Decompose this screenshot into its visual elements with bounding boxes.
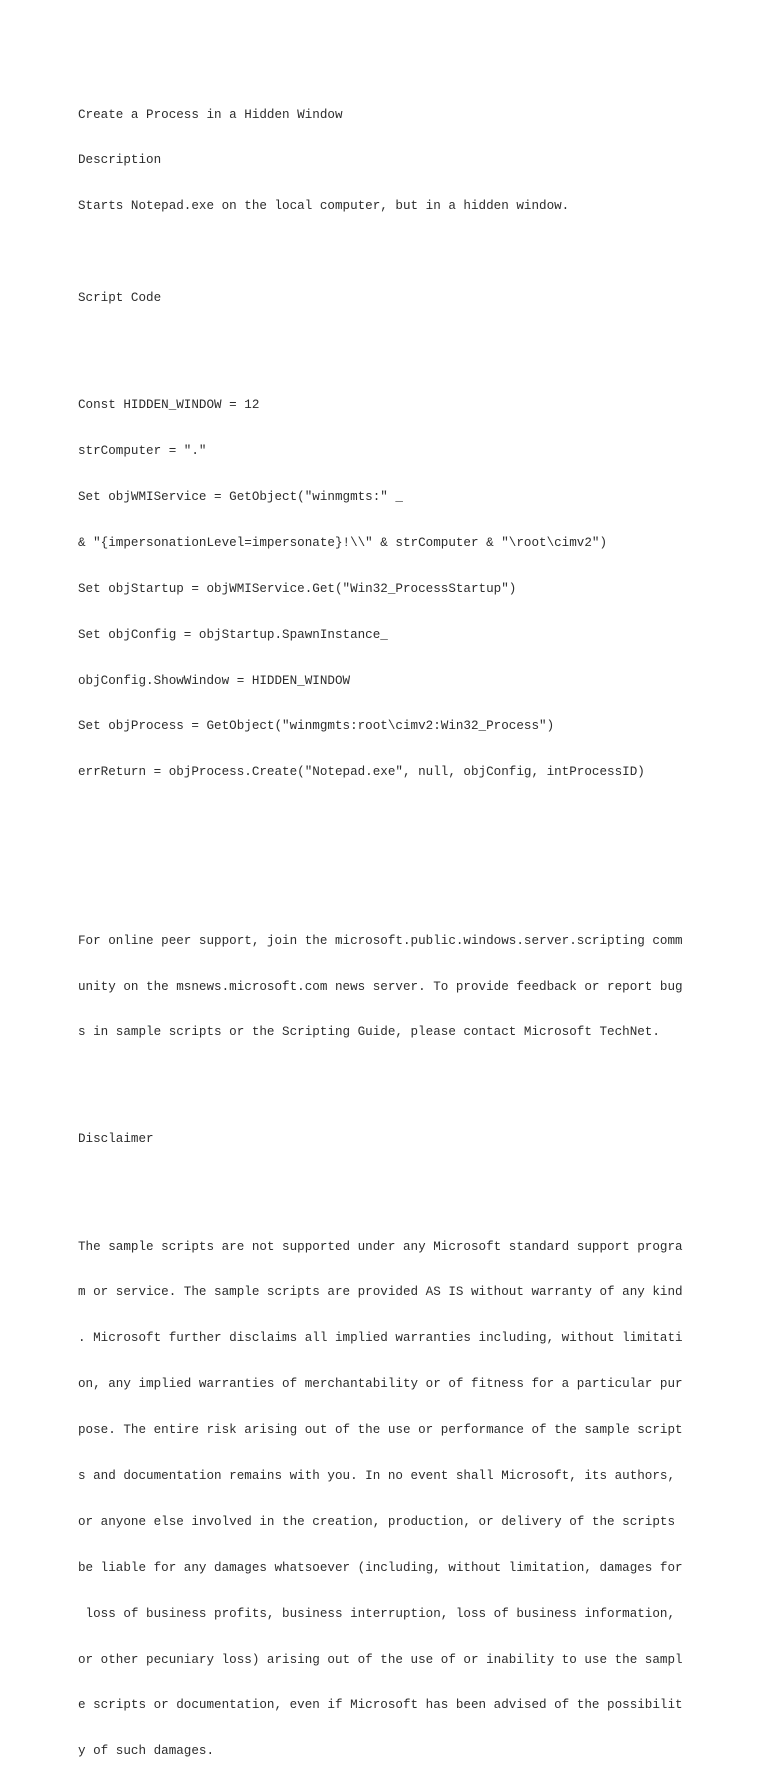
description-heading: Description	[78, 153, 162, 168]
code-line: Set objWMIService = GetObject("winmgmts:" _	[78, 490, 403, 505]
disclaimer-line: pose. The entire risk arising out of the use or performance of the sample script	[78, 1423, 683, 1438]
spacer	[78, 245, 758, 260]
disclaimer-line: or anyone else involved in the creation, production, or delivery of the scripts	[78, 1514, 676, 1529]
disclaimer-line: . Microsoft further disclaims all implied warranties including, without limitati	[78, 1331, 683, 1346]
document-title: Create a Process in a Hidden Window	[78, 107, 343, 122]
support-line: unity on the msnews.microsoft.com news server. To provide feedback or report bug	[78, 979, 683, 994]
disclaimer-line: s and documentation remains with you. In no event shall Microsoft, its authors,	[78, 1469, 676, 1484]
code-line: Set objStartup = objWMIService.Get("Win32_ProcessStartup")	[78, 581, 517, 596]
disclaimer-line: be liable for any damages whatsoever (including, without limitation, damages for	[78, 1560, 683, 1575]
disclaimer-line: y of such damages.	[78, 1744, 215, 1759]
spacer	[78, 1178, 758, 1193]
spacer	[78, 827, 758, 842]
document-body	[78, 77, 758, 1775]
spacer	[78, 872, 758, 887]
script-heading: Script Code	[78, 291, 162, 306]
spacer	[78, 337, 758, 352]
disclaimer-line: The sample scripts are not supported under any Microsoft standard support progra	[78, 1239, 683, 1254]
code-line: objConfig.ShowWindow = HIDDEN_WINDOW	[78, 673, 351, 688]
disclaimer-line: on, any implied warranties of merchantability or of fitness for a particular pur	[78, 1377, 683, 1392]
support-line: s in sample scripts or the Scripting Guide, please contact Microsoft TechNet.	[78, 1025, 660, 1040]
code-line: & "{impersonationLevel=impersonate}!\\" & strComputer & "\root\cimv2")	[78, 535, 608, 550]
code-line: errReturn = objProcess.Create("Notepad.exe", null, objConfig, intProcessID)	[78, 765, 645, 780]
spacer	[78, 1087, 758, 1102]
disclaimer-line: e scripts or documentation, even if Microsoft has been advised of the possibilit	[78, 1698, 683, 1713]
code-line: strComputer = "."	[78, 444, 207, 459]
disclaimer-line: loss of business profits, business interruption, loss of business information,	[78, 1606, 676, 1621]
code-line: Set objProcess = GetObject("winmgmts:root\cimv2:Win32_Process")	[78, 719, 555, 734]
disclaimer-line: or other pecuniary loss) arising out of the use of or inability to use the sampl	[78, 1652, 683, 1667]
description-text: Starts Notepad.exe on the local computer, but in a hidden window.	[78, 199, 570, 214]
disclaimer-heading: Disclaimer	[78, 1132, 154, 1147]
disclaimer-line: m or service. The sample scripts are provided AS IS without warranty of any kind	[78, 1285, 683, 1300]
code-line: Const HIDDEN_WINDOW = 12	[78, 398, 260, 413]
support-line: For online peer support, join the microsoft.public.windows.server.scripting comm	[78, 933, 683, 948]
code-line: Set objConfig = objStartup.SpawnInstance_	[78, 627, 388, 642]
